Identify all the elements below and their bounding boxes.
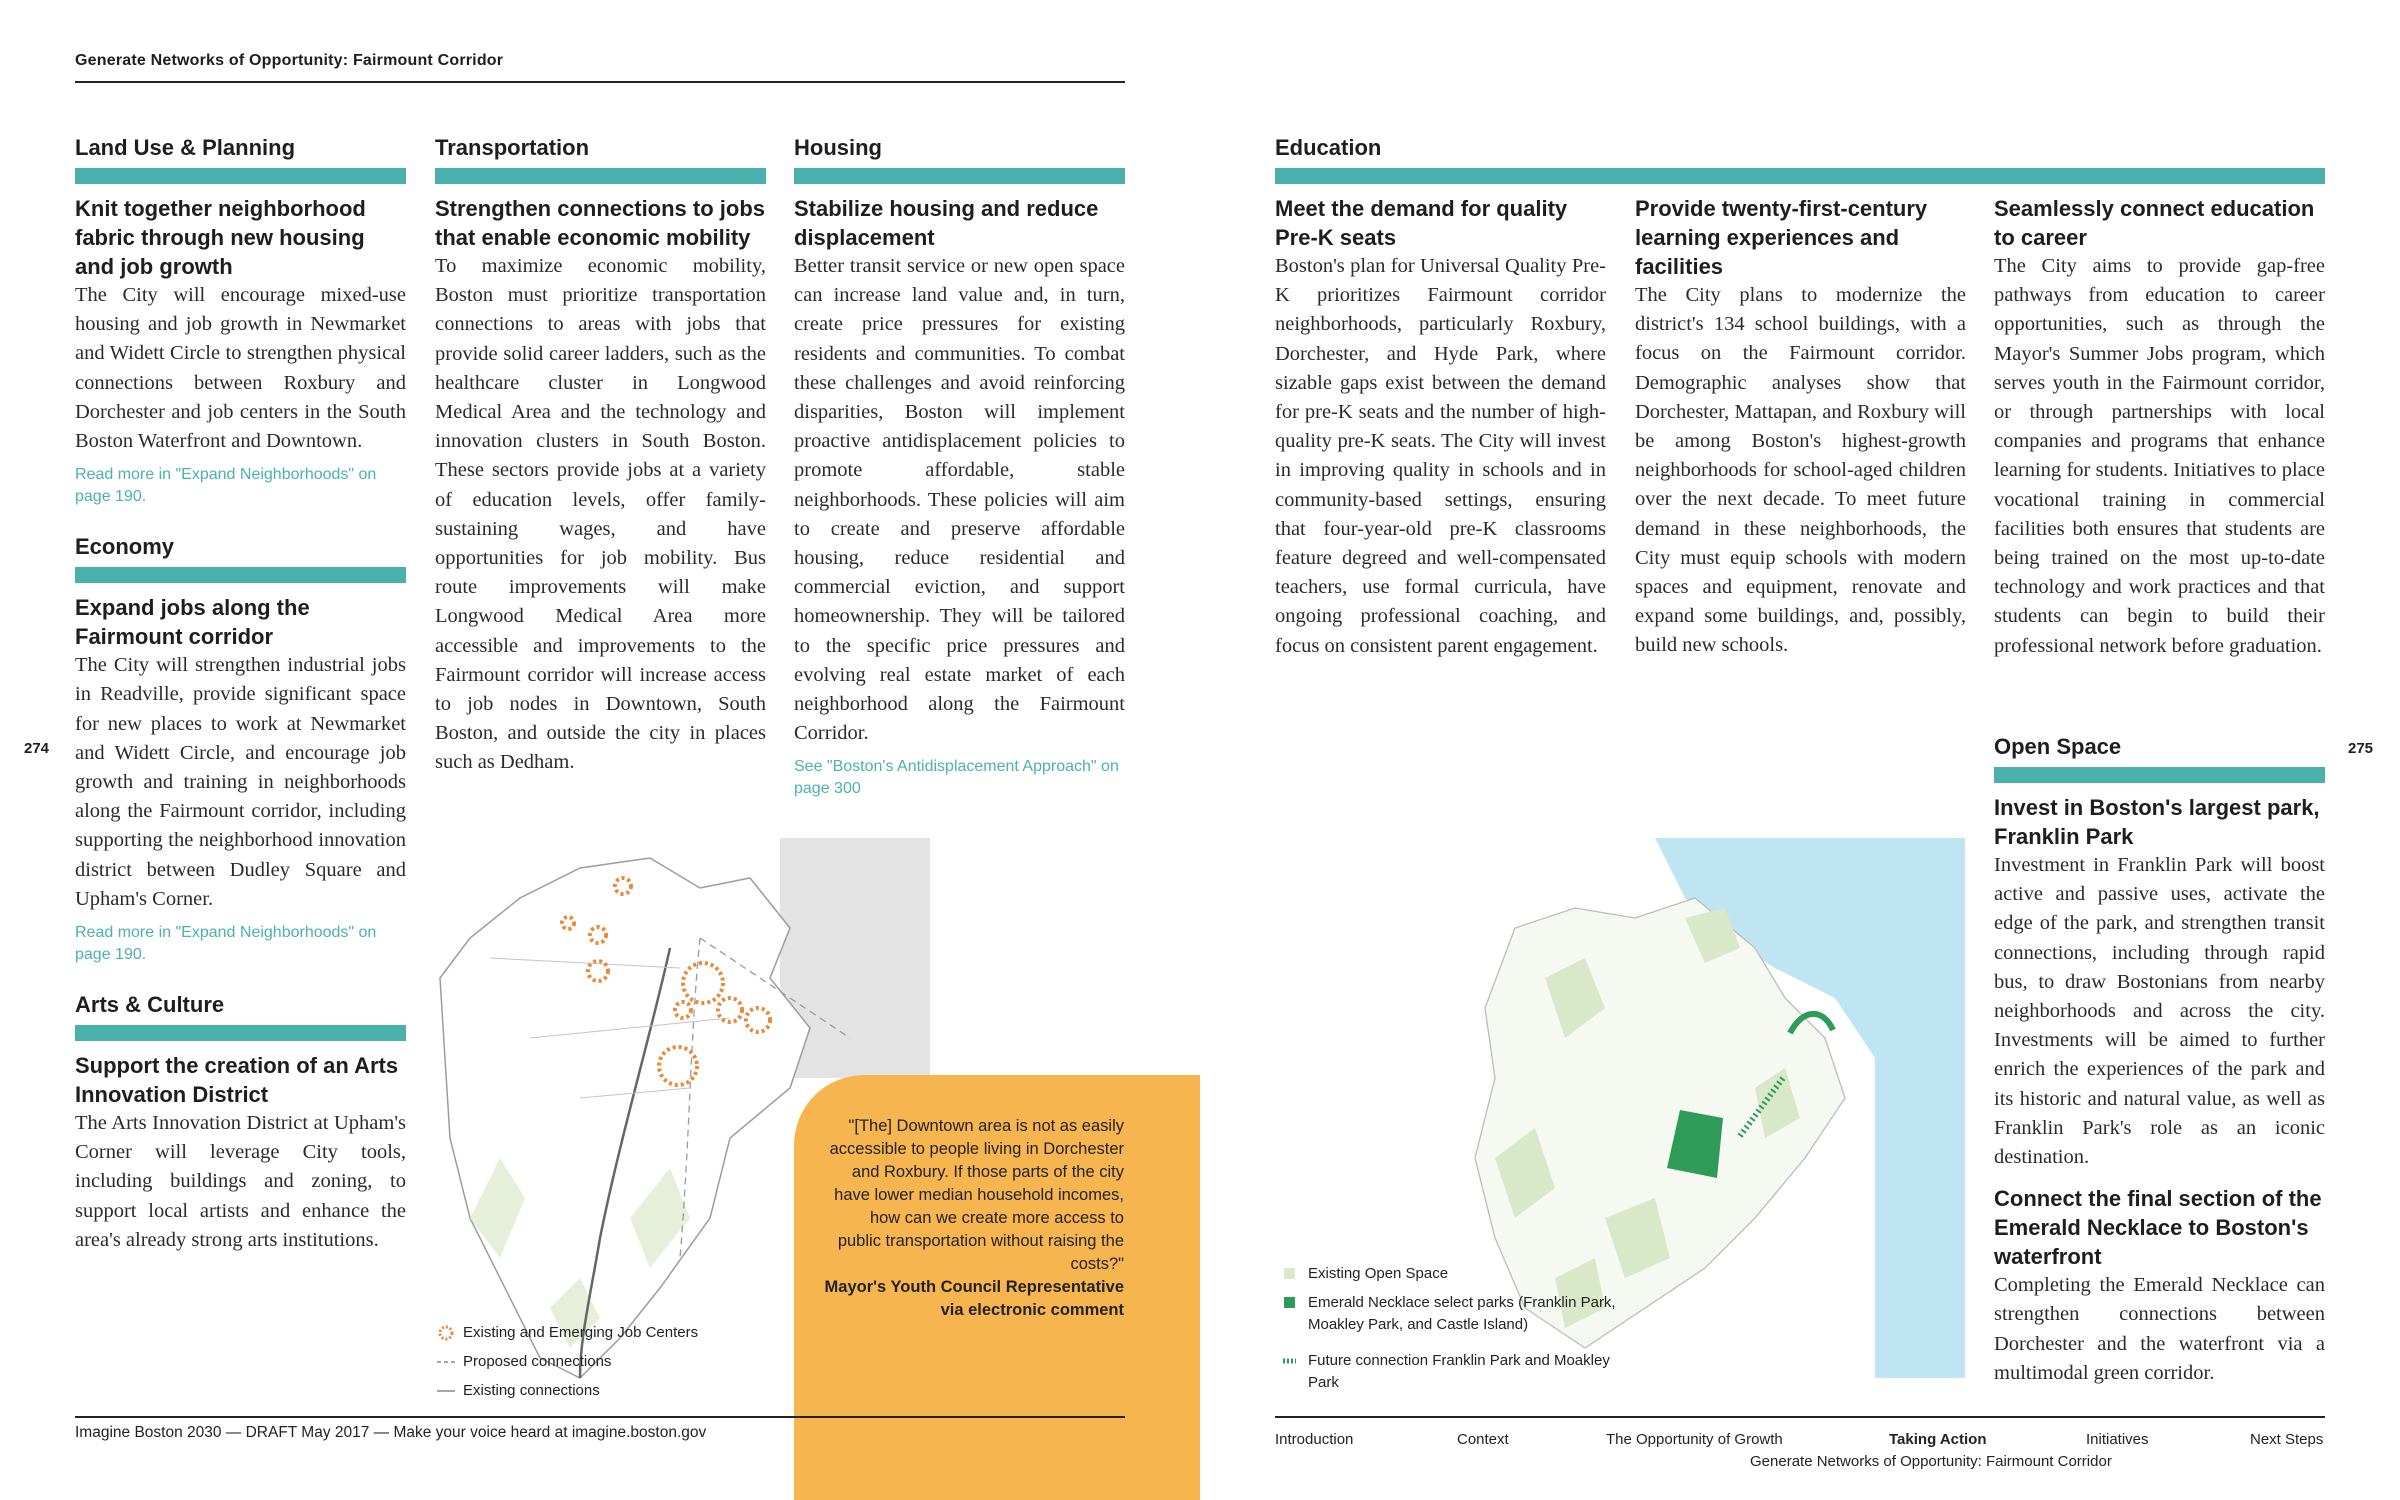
body-housing: Better transit service or new open space can increase land value and, in turn, create price pressures for existing residents and communities. To combat these challenges and avoid reinforcing disparities, Boston will implement proactive antidisplacement policies to promote affordable, stable neighborhoods. These policies will aim to create and preserve affordable housing, reduce residential and commercial eviction, and support homeownership. They will be tailored to the specific price pressures and evolving real estate market of each neighborhood along the Fairmount Corridor.	[794, 255, 1125, 745]
nav-item-initiatives[interactable]: Initiatives	[2086, 1431, 2149, 1448]
section-bar	[435, 168, 766, 184]
column-housing	[794, 131, 1125, 800]
section-heading-economy: Economy	[75, 534, 175, 560]
body-economy: The City will strengthen industrial jobs in Readville, provide significant space for new places to work at Newmarket and Widett Circle, and encourage job growth and training in neighborhoods along the Fairmount corridor, including supporting the neighborhood innovation district between Dudley Square and Upham's Corner.	[75, 654, 406, 910]
nav-item-taking-action[interactable]: Taking Action	[1889, 1431, 1987, 1448]
header-divider	[75, 81, 1125, 83]
subheading-franklin-park: Invest in Boston's largest park, Franklin Park	[1994, 795, 2320, 849]
solid-line-icon	[437, 1382, 455, 1400]
subheading-transportation: Strengthen connections to jobs that enable economic mobility	[435, 196, 766, 250]
footer-subsection: Generate Networks of Opportunity: Fairmount Corridor	[1750, 1453, 2112, 1470]
legend-label: Future connection Franklin Park and Moakley Park	[1308, 1352, 1610, 1391]
body-arts: The Arts Innovation District at Upham's Corner will leverage City tools, including buildings and zoning, to support local artists and enhance the area's already strong arts institutions.	[75, 1112, 406, 1251]
subheading-emerald-necklace: Connect the final section of the Emerald Necklace to Boston's waterfront	[1994, 1186, 2322, 1270]
read-more-link[interactable]: Read more in "Expand Neighborhoods" on page 190.	[75, 924, 377, 964]
open-space-icon	[1282, 1265, 1300, 1283]
legend-label: Existing Open Space	[1308, 1265, 1449, 1282]
section-bar	[1275, 168, 2325, 184]
subheading-housing: Stabilize housing and reduce displacement	[794, 196, 1099, 250]
column-education-prek	[1275, 194, 1606, 661]
nav-item-opportunity[interactable]: The Opportunity of Growth	[1606, 1431, 1783, 1448]
quote-attribution: Mayor's Youth Council Representative via electronic comment	[824, 1278, 1124, 1319]
footer-divider-right	[1275, 1416, 2325, 1418]
quote-box	[794, 1075, 1200, 1500]
running-header: Generate Networks of Opportunity: Fairmount Corridor	[75, 52, 504, 69]
subheading-facilities: Provide twenty-first-century learning experiences and facilities	[1635, 196, 1928, 279]
subheading-arts: Support the creation of an Arts Innovation District	[75, 1053, 399, 1108]
education-header	[1275, 131, 2325, 194]
footer-divider-left	[75, 1416, 1125, 1418]
body-franklin-park: Investment in Franklin Park will boost active and passive uses, activate the edge of the park, and strengthen transit connections, including through rapid bus, to draw Bostonians from nearby neighborhoods and across the city. Investments will be aimed to further enrich the experiences of the park and its historic and natural value, as well as Franklin Park's role as an iconic destination.	[1994, 854, 2325, 1169]
emerald-park-icon	[1282, 1294, 1300, 1312]
body-facilities: The City plans to modernize the district's 134 school buildings, with a focus on the Fairmount corridor. Demographic analyses show that Dorchester, Mattapan, and Roxbury will be among Boston's highest-growth neighborhoods for school-aged children over the next decade. To meet future demand in these neighborhoods, the City must equip schools with modern spaces and equipment, renovate and expand some buildings, and, possibly, build new schools.	[1635, 284, 1966, 657]
section-bar	[1994, 767, 2325, 783]
subheading-economy: Expand jobs along the Fairmount corridor	[75, 595, 310, 650]
legend-label: Emerald Necklace select parks (Franklin Park, Moakley Park, and Castle Island)	[1308, 1294, 1616, 1333]
quote-body: "[The] Downtown area is not as easily accessible to people living in Dorchester and Roxbury. If those parts of the city have lower median household incomes, how can we create more access to public transportation without raising the costs?"	[829, 1117, 1124, 1273]
section-bar	[75, 567, 406, 583]
column-open-space	[1994, 730, 2325, 1388]
section-bar	[75, 1025, 406, 1041]
read-more-link[interactable]: Read more in "Expand Neighborhoods" on page 190.	[75, 466, 377, 506]
nav-item-next-steps[interactable]: Next Steps	[2250, 1431, 2324, 1448]
column-education-facilities	[1635, 194, 1966, 661]
legend-label: Existing connections	[463, 1382, 600, 1399]
antidisplacement-link[interactable]: See "Boston's Antidisplacement Approach" on page 300	[794, 758, 1119, 798]
section-heading-open-space: Open Space	[1994, 734, 2122, 759]
footer-credit: Imagine Boston 2030 — DRAFT May 2017 — Make your voice heard at imagine.boston.gov	[75, 1424, 707, 1441]
dashed-line-icon	[437, 1353, 455, 1371]
column-education-career	[1994, 194, 2325, 661]
column-transportation	[435, 131, 766, 778]
body-emerald-necklace: Completing the Emerald Necklace can strengthen connections between Dorchester and the waterfront via a multimodal green corridor.	[1994, 1274, 2325, 1384]
body-land-use: The City will encourage mixed-use housing and job growth in Newmarket and Widett Circle to strengthen physical connections between Roxbury and Dorchester and job centers in the South Boston Waterfront and Downtown.	[75, 284, 406, 453]
subheading-career: Seamlessly connect education to career	[1994, 196, 2315, 250]
legend-open-space	[1282, 1263, 1448, 1285]
body-transportation: To maximize economic mobility, Boston must prioritize transportation connections to areas with jobs that provide solid career ladders, such as the healthcare cluster in Longwood Medical Area and the technology and innovation clusters in South Boston. These sectors provide jobs at a variety of education levels, offer family-sustaining wages, and have opportunities for job mobility. Bus route improvements will make Longwood Medical Area more accessible and improvements to the Fairmount corridor will increase access to job nodes in Downtown, South Boston, and outside the city in places such as Dedham.	[435, 255, 766, 774]
section-heading-arts: Arts & Culture	[75, 992, 225, 1018]
column-land-econ-arts	[75, 131, 406, 1255]
subheading-land-use: Knit together neighborhood fabric through new housing and job growth	[75, 196, 366, 279]
legend-job-centers	[437, 1322, 698, 1344]
quote-text	[824, 1115, 1124, 1322]
subheading-prek: Meet the demand for quality Pre-K seats	[1275, 196, 1568, 250]
legend-proposed	[437, 1351, 611, 1373]
section-bar	[794, 168, 1125, 184]
body-career: The City aims to provide gap-free pathways from education to career opportunities, such as through the Mayor's Summer Jobs program, which serves youth in the Fairmount corridor, or through partnerships with local companies and programs that enhance learning for students. Initiatives to place vocational training in commercial facilities both ensures that students are being trained on the most up-to-date technology and work practices and that students can begin to build their professional network before graduation.	[1994, 255, 2325, 657]
nav-item-context[interactable]: Context	[1457, 1431, 1509, 1448]
job-center-icon	[437, 1324, 455, 1342]
section-heading-land-use: Land Use & Planning	[75, 135, 296, 160]
body-prek: Boston's plan for Universal Quality Pre-K prioritizes Fairmount corridor neighborhoods, particularly Roxbury, Dorchester, and Hyde Park, where sizable gaps exist between the demand for pre-K seats and the number of high-quality pre-K seats. The City will invest in improving quality in schools and in community-based settings, ensuring that four-year-old pre-K classrooms feature degreed and well-compensated teachers, use formal curricula, have ongoing professional coaching, and focus on consistent parent engagement.	[1275, 255, 1606, 657]
legend-label: Proposed connections	[463, 1353, 612, 1370]
page-number-right: 275	[2348, 740, 2374, 757]
legend-existing	[437, 1380, 600, 1402]
nav-item-introduction[interactable]: Introduction	[1275, 1431, 1354, 1448]
legend-emerald	[1282, 1292, 1642, 1336]
section-bar	[75, 168, 406, 184]
future-connection-icon	[1282, 1352, 1300, 1370]
legend-label: Existing and Emerging Job Centers	[463, 1324, 699, 1341]
section-heading-education: Education	[1275, 135, 1382, 160]
legend-future	[1282, 1350, 1612, 1394]
section-heading-transportation: Transportation	[435, 135, 590, 160]
boston-outline	[440, 858, 810, 1378]
page-number-left: 274	[24, 740, 50, 757]
section-heading-housing: Housing	[794, 135, 882, 160]
